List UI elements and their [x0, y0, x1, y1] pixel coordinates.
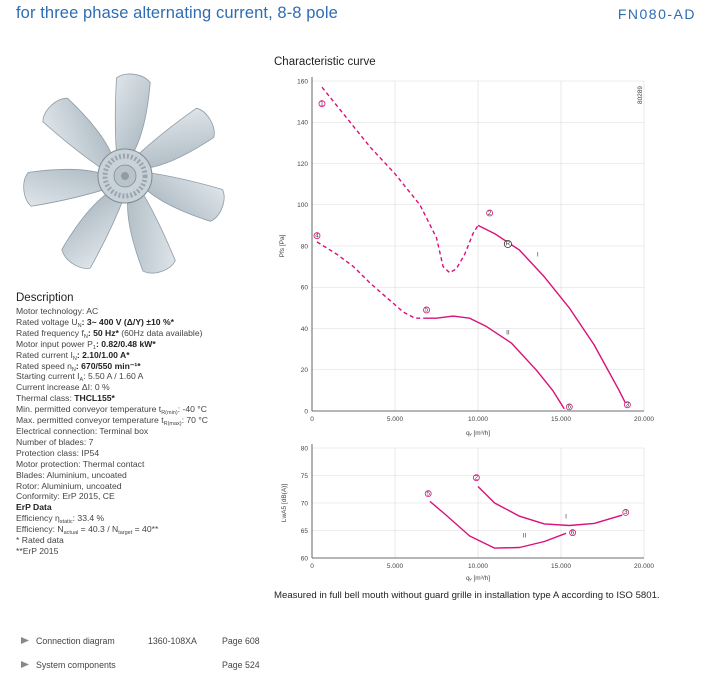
y-tick-label: 140 — [297, 119, 308, 127]
operating-point-label: 6 — [570, 529, 575, 537]
starting-current: Starting current $I_A$: 5.50 A / 1.60 A — [16, 371, 144, 384]
curve-label: I — [565, 513, 567, 521]
operating-point-label: 6 — [567, 403, 572, 411]
arrow-icon — [20, 660, 30, 669]
efficiency-grade: Efficiency: $N_{actual} = 40.3 / N_{target} = 40**$ — [16, 524, 159, 537]
x-tick-label: 5.000 — [386, 416, 404, 423]
x-tick-label: 10.000 — [468, 563, 488, 570]
operating-point-label: 3 — [623, 509, 628, 517]
rotor-material: Rotor: Aluminium, uncoated — [16, 480, 122, 491]
chart-id-code: 80289 — [637, 85, 644, 105]
y-axis-label: LwA5 [dB(A)] — [281, 483, 288, 523]
series-line-ii — [425, 316, 564, 409]
y-axis-label: Pfs [Pa] — [279, 234, 286, 258]
measurement-note: Measured in full bell mouth without guard grille in installation type A according to ISO 5801. — [274, 590, 660, 601]
current-increase: Current increase ΔI: 0 % — [16, 382, 110, 393]
operating-point-label: 2 — [487, 209, 492, 217]
motor-input-power: Motor input power $P_1$: 0.82/0.48 kW* — [16, 338, 156, 351]
curve-label: II — [506, 329, 510, 337]
footer-label[interactable]: System components — [36, 660, 116, 670]
footer-ref: 1360-108XA — [148, 636, 197, 646]
y-tick-label: 20 — [300, 367, 308, 375]
operating-point-label: R — [505, 240, 511, 248]
x-axis-label: qᵥ [m³/h] — [465, 430, 491, 437]
footnote-rated: * Rated data — [16, 535, 64, 546]
number-of-blades: Number of blades: 7 — [16, 436, 94, 447]
x-tick-label: 0 — [310, 416, 314, 423]
x-tick-label: 20.000 — [634, 416, 654, 423]
erp-heading: ErP Data — [16, 502, 52, 513]
y-tick-label: 60 — [300, 555, 308, 563]
rated-voltage: Rated voltage $U_N$: 3~ 400 V (Δ/Y) ±10 %* — [16, 316, 174, 329]
motor-technology: Motor technology: AC — [16, 306, 99, 316]
protection-class: Protection class: IP54 — [16, 447, 100, 458]
y-tick-label: 75 — [300, 472, 308, 480]
operating-point-label: 5 — [424, 306, 429, 314]
x-tick-label: 15.000 — [551, 563, 571, 570]
y-tick-label: 70 — [300, 500, 308, 508]
footer-row-connection[interactable] — [20, 636, 260, 646]
operating-point-label: 3 — [625, 401, 630, 409]
y-tick-label: 160 — [297, 78, 308, 86]
thermal-class: Thermal class: THCL155* — [16, 393, 115, 404]
y-tick-label: 0 — [304, 408, 308, 416]
page-title: for three phase alternating current, 8-8 pole — [16, 4, 338, 22]
footnote-erp: **ErP 2015 — [16, 545, 59, 556]
y-tick-label: 120 — [297, 160, 308, 168]
rated-speed: Rated speed $n_N$: 670/550 min⁻¹* — [16, 360, 141, 373]
rated-frequency: Rated frequency $f_N$: 50 Hz* (60Hz data available) — [16, 327, 203, 340]
operating-point-label: 5 — [426, 490, 431, 498]
min-conveyor-temp: Min. permitted conveyor temperature $t_{R(min)}$: -40 °C — [16, 404, 207, 417]
series-line-ii-dashed — [317, 242, 425, 318]
conformity: Conformity: ErP 2015, CE — [16, 491, 115, 502]
x-axis-label: qᵥ [m³/h] — [465, 575, 491, 582]
footer-label[interactable]: Connection diagram — [36, 636, 115, 646]
series-line-ii — [430, 501, 566, 548]
operating-point-label: 4 — [315, 232, 319, 240]
x-tick-label: 10.000 — [468, 416, 488, 423]
x-tick-label: 0 — [310, 563, 314, 570]
y-tick-label: 60 — [300, 284, 308, 292]
model-code: FN080-AD — [617, 6, 696, 22]
efficiency-static: Efficiency $\eta_{static}$: 33.4 % — [16, 513, 105, 526]
y-tick-label: 80 — [300, 243, 308, 251]
x-tick-label: 15.000 — [551, 416, 571, 423]
y-tick-label: 80 — [300, 445, 308, 453]
footer-row-system[interactable] — [20, 660, 260, 670]
y-tick-label: 65 — [300, 527, 308, 535]
blades-material: Blades: Aluminium, uncoated — [16, 469, 127, 480]
description-heading: Description — [16, 292, 74, 304]
y-tick-label: 40 — [300, 325, 308, 333]
max-conveyor-temp: Max. permitted conveyor temperature $t_{R(max)}$: 70 °C — [16, 415, 208, 428]
chart-title: Characteristic curve — [274, 56, 376, 68]
footer-page[interactable]: Page 608 — [222, 636, 260, 646]
footer-page[interactable]: Page 524 — [222, 660, 260, 670]
curve-label: II — [522, 532, 527, 540]
operating-point-label: 2 — [474, 474, 479, 482]
series-line-i — [478, 225, 627, 407]
operating-point-label: 1 — [320, 100, 324, 108]
x-tick-label: 20.000 — [634, 563, 654, 570]
arrow-icon — [20, 636, 30, 645]
electrical-connection: Electrical connection: Terminal box — [16, 425, 149, 436]
x-tick-label: 5.000 — [386, 563, 404, 570]
series-line-i — [478, 487, 622, 526]
motor-protection: Motor protection: Thermal contact — [16, 458, 145, 469]
rated-current: Rated current $I_N$: 2.10/1.00 A* — [16, 349, 130, 362]
curve-label: I — [536, 251, 539, 259]
y-tick-label: 100 — [297, 202, 308, 210]
series-line-i-dashed — [322, 87, 478, 273]
